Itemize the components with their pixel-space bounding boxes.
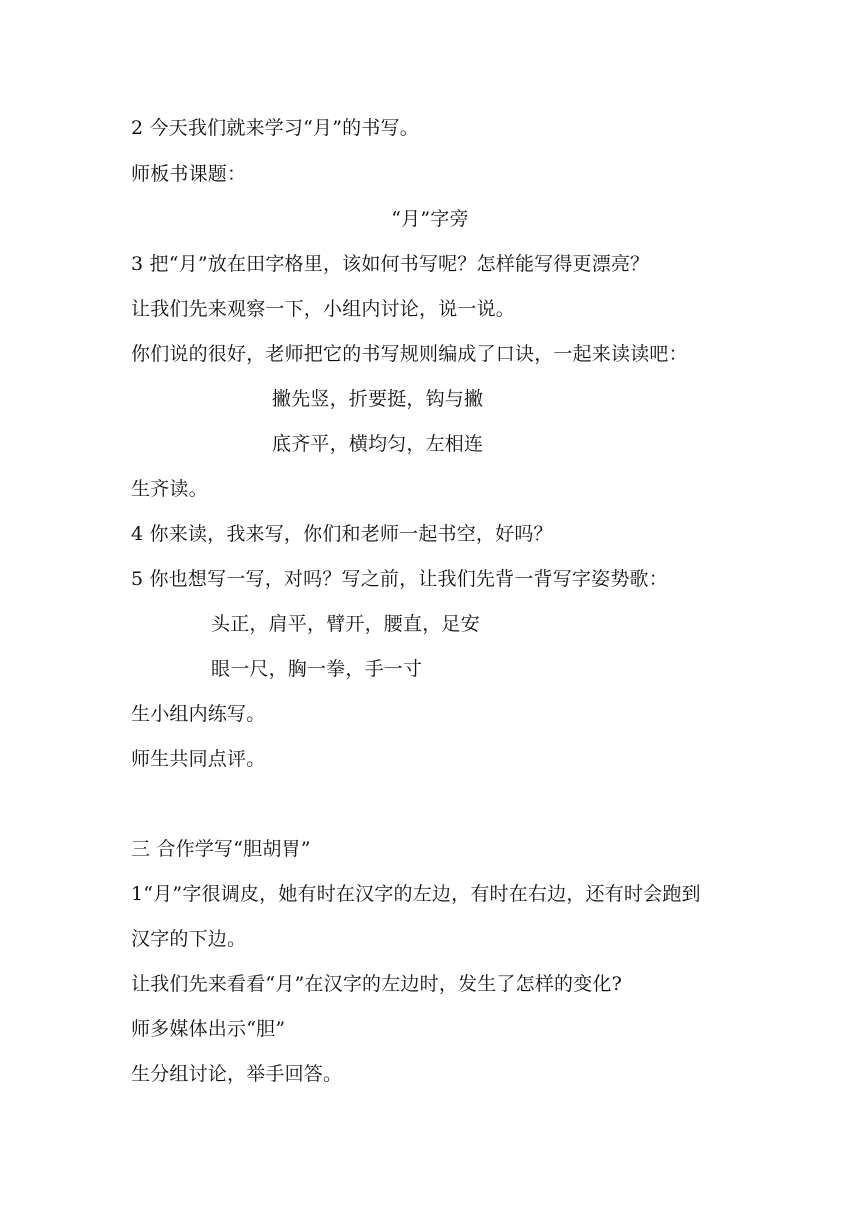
text-line-observe-discuss: 让我们先来观察一下，小组内讨论，说一说。	[131, 298, 516, 320]
text-line-step-1-part-1: 1“月”字很调皮，她有时在汉字的左边，有时在右边，还有时会跑到	[131, 883, 701, 905]
text-line-writing-rhyme-intro: 你们说的很好，老师把它的书写规则编成了口诀，一起来读读吧：	[131, 343, 688, 365]
posture-rhyme-line-2: 眼一尺，胸一拳，手一寸	[211, 658, 423, 680]
posture-rhyme-line-1: 头正，肩平，臂开，腰直，足安	[211, 613, 480, 635]
text-line-step-5: 5 你也想写一写，对吗？写之前，让我们先背一背写字姿势歌：	[131, 568, 668, 590]
text-line-left-side-change: 让我们先来看看“月”在汉字的左边时，发生了怎样的变化?	[131, 973, 623, 995]
lesson-title: “月”字旁	[391, 208, 469, 230]
text-line-step-1-part-2: 汉字的下边。	[131, 928, 247, 950]
text-line-multimedia-show: 师多媒体出示“胆”	[131, 1018, 286, 1040]
section-heading-3: 三 合作学写“胆胡胃”	[131, 838, 311, 860]
rhyme-line-2: 底齐平，横均匀，左相连	[272, 433, 484, 455]
text-line-step-4: 4 你来读，我来写，你们和老师一起书空，好吗？	[131, 523, 553, 545]
text-line-group-practice: 生小组内练写。	[131, 703, 266, 725]
text-line-students-read: 生齐读。	[131, 478, 208, 500]
rhyme-line-1: 撇先竖，折要挺，钩与撇	[272, 388, 484, 410]
text-line-step-2: 2 今天我们就来学习“月”的书写。	[131, 117, 419, 139]
text-line-group-answer: 生分组讨论，举手回答。	[131, 1063, 343, 1085]
text-line-review: 师生共同点评。	[131, 748, 266, 770]
text-line-teacher-writes-title: 师板书课题：	[131, 163, 247, 185]
text-line-step-3: 3 把“月”放在田字格里，该如何书写呢？怎样能写得更漂亮？	[131, 253, 650, 275]
